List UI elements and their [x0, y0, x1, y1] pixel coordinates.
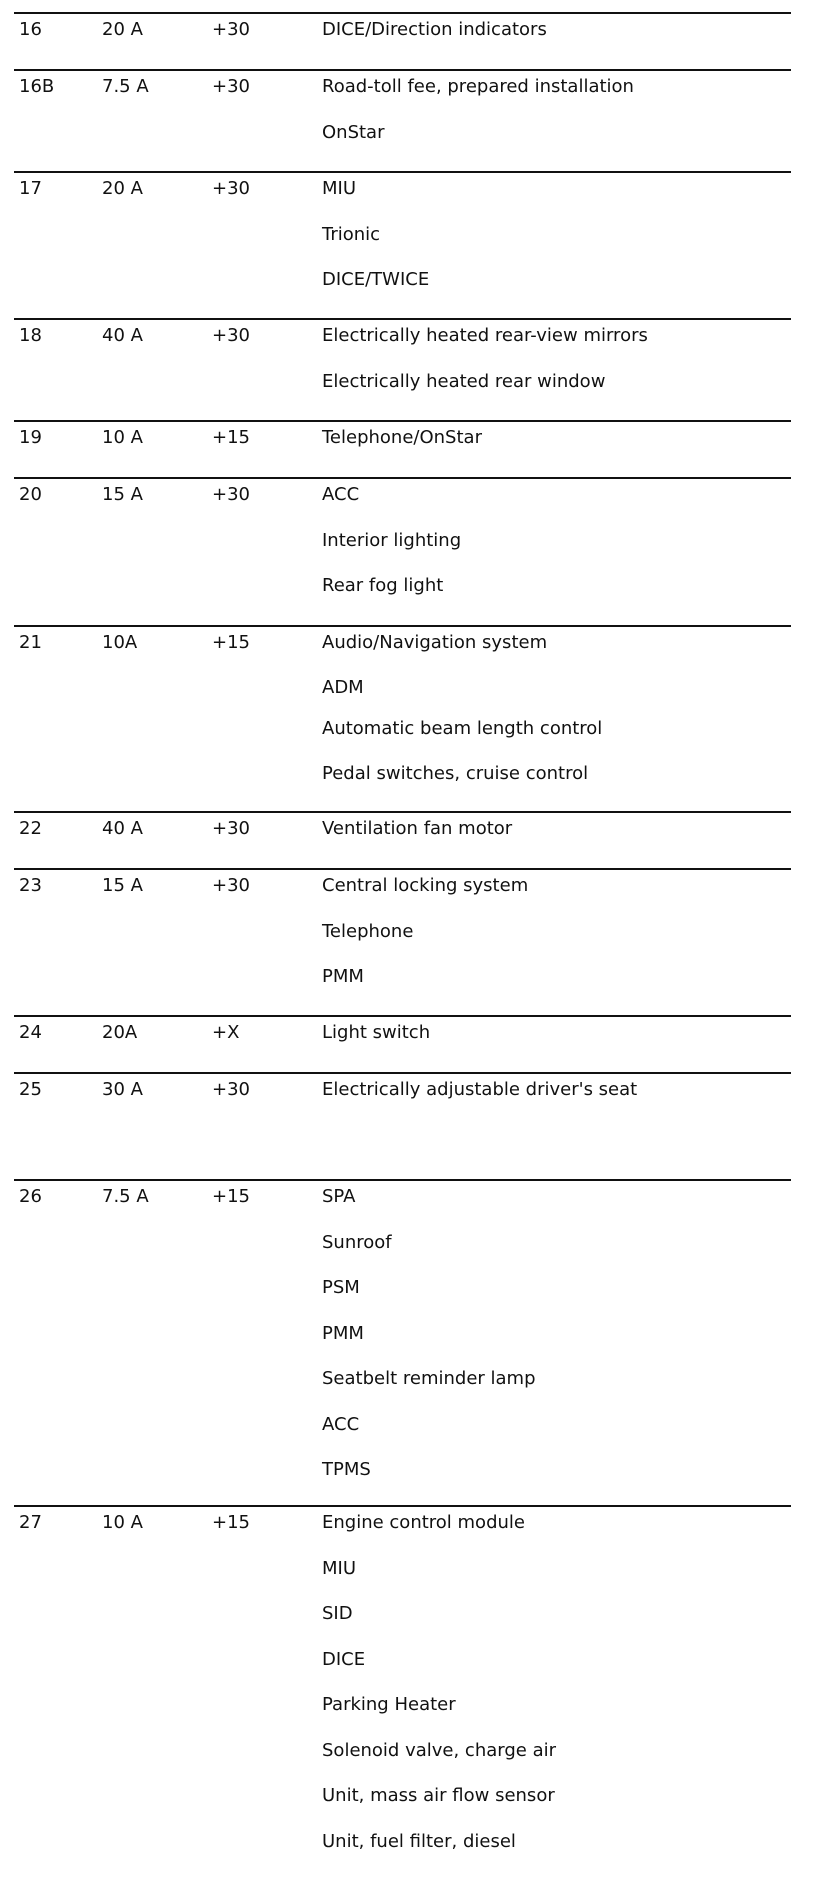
row-divider	[14, 420, 791, 422]
row-divider	[14, 625, 791, 627]
fuse-terminal: +X	[212, 1022, 240, 1043]
fuse-rating: 10 A	[102, 427, 143, 448]
circuit-description: Solenoid valve, charge air	[322, 1739, 557, 1761]
circuit-description: DICE/Direction indicators	[322, 19, 547, 40]
fuse-terminal: +30	[212, 484, 250, 505]
row-divider	[14, 171, 791, 173]
circuit-description: Unit, mass air flow sensor	[322, 1785, 555, 1806]
circuit-description: PSM	[322, 1277, 360, 1298]
circuit-description: Road-toll fee, prepared installation	[322, 76, 634, 97]
circuit-description: Electrically heated rear-view mirrors	[322, 325, 648, 346]
row-divider	[14, 318, 791, 320]
circuit-description: ADM	[322, 677, 364, 698]
circuit-description: Telephone/OnStar	[322, 427, 482, 448]
circuit-description: SPA	[322, 1186, 356, 1207]
row-divider	[14, 1505, 791, 1507]
fuse-terminal: +15	[212, 1512, 250, 1533]
fuse-terminal: +30	[212, 1079, 250, 1100]
circuit-description: Unit, fuel filter, diesel	[322, 1830, 516, 1852]
fuse-number: 18	[19, 325, 42, 346]
circuit-description: MIU	[322, 178, 357, 199]
row-divider	[14, 811, 791, 813]
fuse-number: 24	[19, 1022, 42, 1043]
fuse-rating: 20 A	[102, 178, 143, 199]
circuit-description: PMM	[322, 966, 364, 987]
fuse-rating: 15 A	[102, 484, 143, 505]
circuit-description: Central locking system	[322, 875, 529, 896]
fuse-rating: 40 A	[102, 325, 143, 346]
circuit-description: Seatbelt reminder lamp	[322, 1368, 536, 1389]
circuit-description: Trionic	[322, 223, 381, 245]
fuse-number: 16B	[19, 76, 55, 97]
fuse-number: 19	[19, 427, 42, 448]
circuit-description: Automatic beam length control	[322, 718, 603, 739]
circuit-description: Electrically heated rear window	[322, 370, 606, 392]
fuse-terminal: +15	[212, 632, 250, 653]
row-divider	[14, 1015, 791, 1017]
fuse-terminal: +30	[212, 325, 250, 346]
fuse-terminal: +15	[212, 1186, 250, 1207]
circuit-description: Engine control module	[322, 1512, 525, 1533]
circuit-description: Audio/Navigation system	[322, 632, 548, 653]
fuse-terminal: +30	[212, 19, 250, 40]
fuse-rating: 10 A	[102, 1512, 143, 1533]
circuit-description: ACC	[322, 1413, 360, 1435]
fuse-number: 25	[19, 1079, 42, 1100]
fuse-terminal: +30	[212, 818, 250, 839]
fuse-number: 27	[19, 1512, 42, 1533]
circuit-description: MIU	[322, 1557, 357, 1579]
fuse-rating: 7.5 A	[102, 76, 149, 97]
row-divider	[14, 477, 791, 479]
fuse-terminal: +15	[212, 427, 250, 448]
fuse-number: 22	[19, 818, 42, 839]
circuit-description: Rear fog light	[322, 575, 444, 596]
fuse-terminal: +30	[212, 178, 250, 199]
fuse-rating: 15 A	[102, 875, 143, 896]
fuse-rating: 20A	[102, 1022, 138, 1043]
fuse-rating: 7.5 A	[102, 1186, 149, 1207]
circuit-description: Interior lighting	[322, 529, 462, 551]
fuse-number: 23	[19, 875, 42, 896]
circuit-description: PMM	[322, 1322, 364, 1344]
circuit-description: TPMS	[322, 1459, 371, 1480]
fuse-terminal: +30	[212, 875, 250, 896]
fuse-number: 17	[19, 178, 42, 199]
fuse-number: 16	[19, 19, 42, 40]
circuit-description: Ventilation fan motor	[322, 818, 513, 839]
fuse-terminal: +30	[212, 76, 250, 97]
circuit-description: OnStar	[322, 121, 385, 143]
fuse-rating: 20 A	[102, 19, 143, 40]
row-divider	[14, 1072, 791, 1074]
circuit-description: Sunroof	[322, 1231, 392, 1253]
circuit-description: Light switch	[322, 1022, 431, 1043]
fuse-number: 26	[19, 1186, 42, 1207]
fuse-rating: 40 A	[102, 818, 143, 839]
circuit-description: Pedal switches, cruise control	[322, 763, 589, 784]
fuse-rating: 30 A	[102, 1079, 143, 1100]
circuit-description: Parking Heater	[322, 1694, 456, 1715]
circuit-description: ACC	[322, 484, 360, 505]
fuse-number: 20	[19, 484, 42, 505]
circuit-description: DICE	[322, 1648, 366, 1670]
circuit-description: Telephone	[322, 920, 414, 942]
row-divider	[14, 69, 791, 71]
fuse-rating: 10A	[102, 632, 138, 653]
fuse-number: 21	[19, 632, 42, 653]
row-divider	[14, 12, 791, 14]
circuit-description: Electrically adjustable driver's seat	[322, 1079, 638, 1100]
row-divider	[14, 1179, 791, 1181]
circuit-description: DICE/TWICE	[322, 269, 430, 290]
circuit-description: SID	[322, 1603, 353, 1624]
row-divider	[14, 868, 791, 870]
